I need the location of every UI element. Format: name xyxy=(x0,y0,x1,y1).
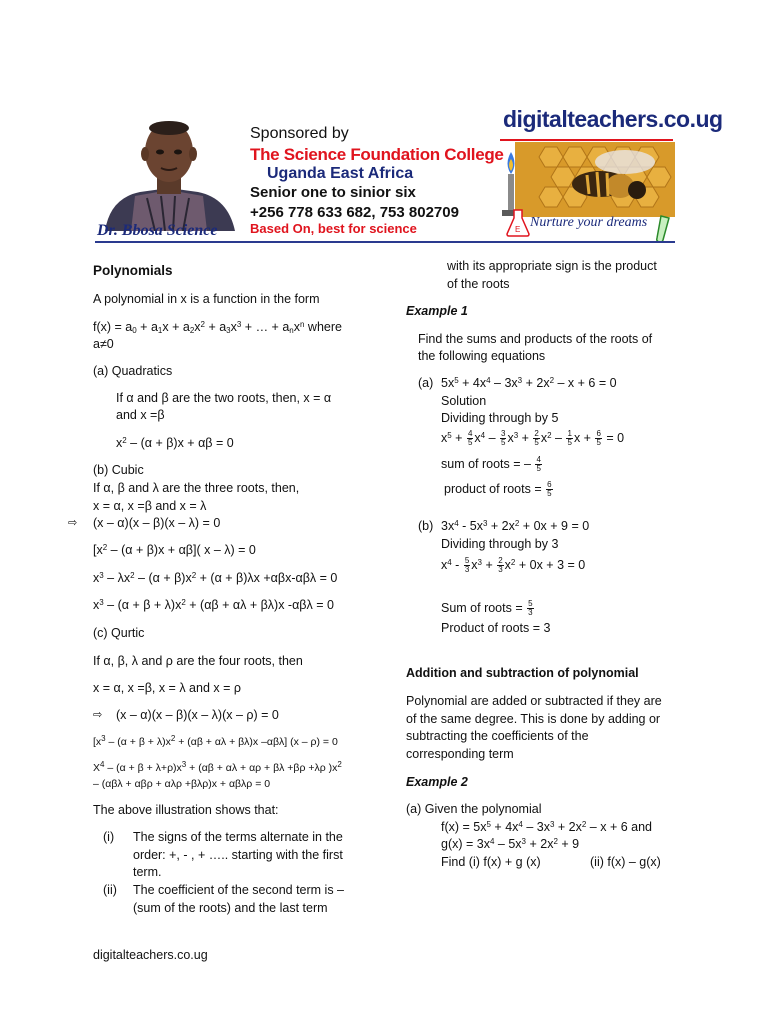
cubic-label: (b) Cubic xyxy=(93,463,144,477)
phone-number: +256 778 633 682, 753 802709 xyxy=(250,204,459,221)
sum-of-roots-a: sum of roots = – $\frac{4}{5}$ xyxy=(441,455,541,473)
polynomial-g: $g(x) = 3x^4 - 5x^3 + 2x^2 + 9$ xyxy=(441,837,580,851)
bee-photo xyxy=(515,142,675,217)
levels-text: Senior one to sinior six xyxy=(250,184,416,201)
flask-icon xyxy=(505,208,531,241)
equation-a: $5x^5 + 4x^4 - 3x^3 + 2x^2 - x + 6 = 0$ xyxy=(441,376,617,390)
footer-site: digitalteachers.co.ug xyxy=(93,948,208,962)
continued-text-2: of the roots xyxy=(447,277,510,291)
equation-b: $3x^4 - 5x^3 + 2x^2 + 0x + 9 = 0$ xyxy=(441,519,590,533)
quartic-step-2: [$x^3 - (\alpha + \beta + \lambda)x^2 + (\alpha\beta + \alpha\lambda + \beta\lambda)x$ –αβλ] (x – ρ) = 0 xyxy=(93,734,338,748)
quartic-text-1: If α, β, λ and ρ are the four roots, then xyxy=(93,654,303,668)
example-2-intro: (a) Given the polynomial xyxy=(406,802,542,816)
quartic-step-3a: $X^4 - (\alpha + \beta + \lambda+\rho)x^3 + (\alpha\beta + \alpha\lambda + \alpha\rho + \beta\lambda +\beta\rho +\lambda\rho$ )$x^2$ xyxy=(93,760,342,774)
part-a-label: (a) xyxy=(418,376,434,390)
addsub-text-4: corresponding term xyxy=(406,747,514,761)
quartic-text-2: x = α, x =β, x = λ and x = ρ xyxy=(93,681,241,695)
quadratics-label: (a) Quadratics xyxy=(93,364,173,378)
equation-a-divided: $x^5$ + $\frac{4}{5}$ $x^4$ – $\frac{3}{5}$ $x^3$ + $\frac{2}{5}$ $x^2$ – $\frac{1}{5}$ x + $\frac{6}{5}$ = 0 xyxy=(441,429,625,447)
example-1-heading: Example 1 xyxy=(406,304,468,318)
quadratics-text-1: If α and β are the two roots, then, x = α xyxy=(116,391,332,405)
addsub-text-1: Polynomial are added or subtracted if they are xyxy=(406,694,662,708)
intro-text: A polynomial in x is a function in the form xyxy=(93,292,320,306)
point-1-line-2: order: +, - , + ….. starting with the first xyxy=(133,848,343,862)
quadratics-text-2: and x =β xyxy=(116,408,165,422)
quadratic-equation: $x^2 - (\alpha + \beta)x + \alpha\beta = 0$ xyxy=(116,436,234,450)
cubic-text-1: If α, β and λ are the three roots, then, xyxy=(93,481,300,495)
cubic-step-2: $[x^2 - (\alpha + \beta)x + \alpha\beta]$( x – λ) = 0 xyxy=(93,543,256,557)
product-of-roots-a: product of roots = $\frac{6}{5}$ xyxy=(444,480,552,498)
example-2-task-2: (ii) f(x) – g(x) xyxy=(590,855,661,869)
cubic-factor-equation: (x – α)(x – β)(x – λ) = 0 xyxy=(93,516,221,530)
leading-coefficient-condition: a≠0 xyxy=(93,337,114,351)
blue-divider xyxy=(95,241,675,243)
quartic-step-3b: – (αβλ + αβρ + αλρ +βλρ)x + αβλρ = 0 xyxy=(93,778,271,790)
point-1-number: (i) xyxy=(103,830,115,844)
example-2-heading: Example 2 xyxy=(406,775,468,789)
point-2-line-1: The coefficient of the second term is – xyxy=(133,883,344,897)
college-name: The Science Foundation College xyxy=(250,145,504,164)
arrow-implies-icon: ⇨ xyxy=(93,709,103,721)
author-name: Dr. Bbosa Science xyxy=(97,222,218,239)
cubic-step-3: $x^3 - \lambda x^2 - (\alpha + \beta)x^2 + (\alpha + \beta)\lambda x +\alpha\beta x-\alpha\beta\lambda = 0$ xyxy=(93,571,338,585)
site-logo-text: digitalteachers.co.ug xyxy=(503,106,723,132)
section-heading-polynomials: Polynomials xyxy=(93,263,173,278)
illustration-text: The above illustration shows that: xyxy=(93,803,279,817)
point-2-number: (ii) xyxy=(103,883,117,897)
motto-text: Based On, best for science xyxy=(250,221,417,236)
polynomial-f: $f(x) = 5x^5 + 4x^4 - 3x^3 + 2x^2 - x + 6$ and xyxy=(441,820,653,834)
quartic-factor-equation: (x – α)(x – β)(x – λ)(x – ρ) = 0 xyxy=(116,708,279,722)
portrait-photo xyxy=(95,116,243,231)
point-1-line-1: The signs of the terms alternate in the xyxy=(133,830,343,844)
cubic-step-4: $x^3 - (\alpha + \beta + \lambda)x^2 + (\alpha\beta + \alpha\lambda + \beta\lambda)x$ -αβλ = 0 xyxy=(93,598,334,612)
polynomial-definition: $f(x) = a_0 + a_1x + a_2x^2 + a_3x^3$ + … + $a_nx^n$ where xyxy=(93,320,342,335)
dividing-by-3: Dividing through by 3 xyxy=(441,537,559,551)
quartic-label: (c) Qurtic xyxy=(93,626,145,640)
example-1-text-2: the following equations xyxy=(418,349,546,363)
continued-text-1: with its appropriate sign is the product xyxy=(447,259,657,273)
sponsored-by-text: Sponsored by xyxy=(250,125,349,142)
dividing-by-5: Dividing through by 5 xyxy=(441,411,559,425)
equation-b-divided: $x^4$ - $\frac{5}{3}$ $x^3$ + $\frac{2}{3}$ $x^2 + 0x + 3 = 0$ xyxy=(441,556,586,574)
addsub-text-3: subtracting the coefficients of the xyxy=(406,729,589,743)
arrow-implies-icon: ⇨ xyxy=(68,517,78,529)
cubic-text-2: x = α, x =β and x = λ xyxy=(93,499,207,513)
example-1-text-1: Find the sums and products of the roots of xyxy=(418,332,653,346)
part-b-label: (b) xyxy=(418,519,434,533)
region-text: Uganda East Africa xyxy=(267,165,414,182)
red-divider xyxy=(500,139,673,141)
header-banner xyxy=(95,106,723,245)
tagline-text: Nurture your dreams xyxy=(530,215,648,230)
product-of-roots-b: Product of roots = 3 xyxy=(441,621,551,635)
solution-label: Solution xyxy=(441,394,487,408)
example-2-task-1: Find (i) f(x) + g (x) xyxy=(441,855,541,869)
svg-text:E: E xyxy=(515,225,521,234)
addition-subtraction-heading: Addition and subtraction of polynomial xyxy=(406,666,639,680)
point-2-line-2: (sum of the roots) and the last term xyxy=(133,901,328,915)
addsub-text-2: of the same degree. This is done by adding or xyxy=(406,712,661,726)
sum-of-roots-b: Sum of roots = $\frac{5}{3}$ xyxy=(441,599,533,617)
point-1-line-3: term. xyxy=(133,865,162,879)
